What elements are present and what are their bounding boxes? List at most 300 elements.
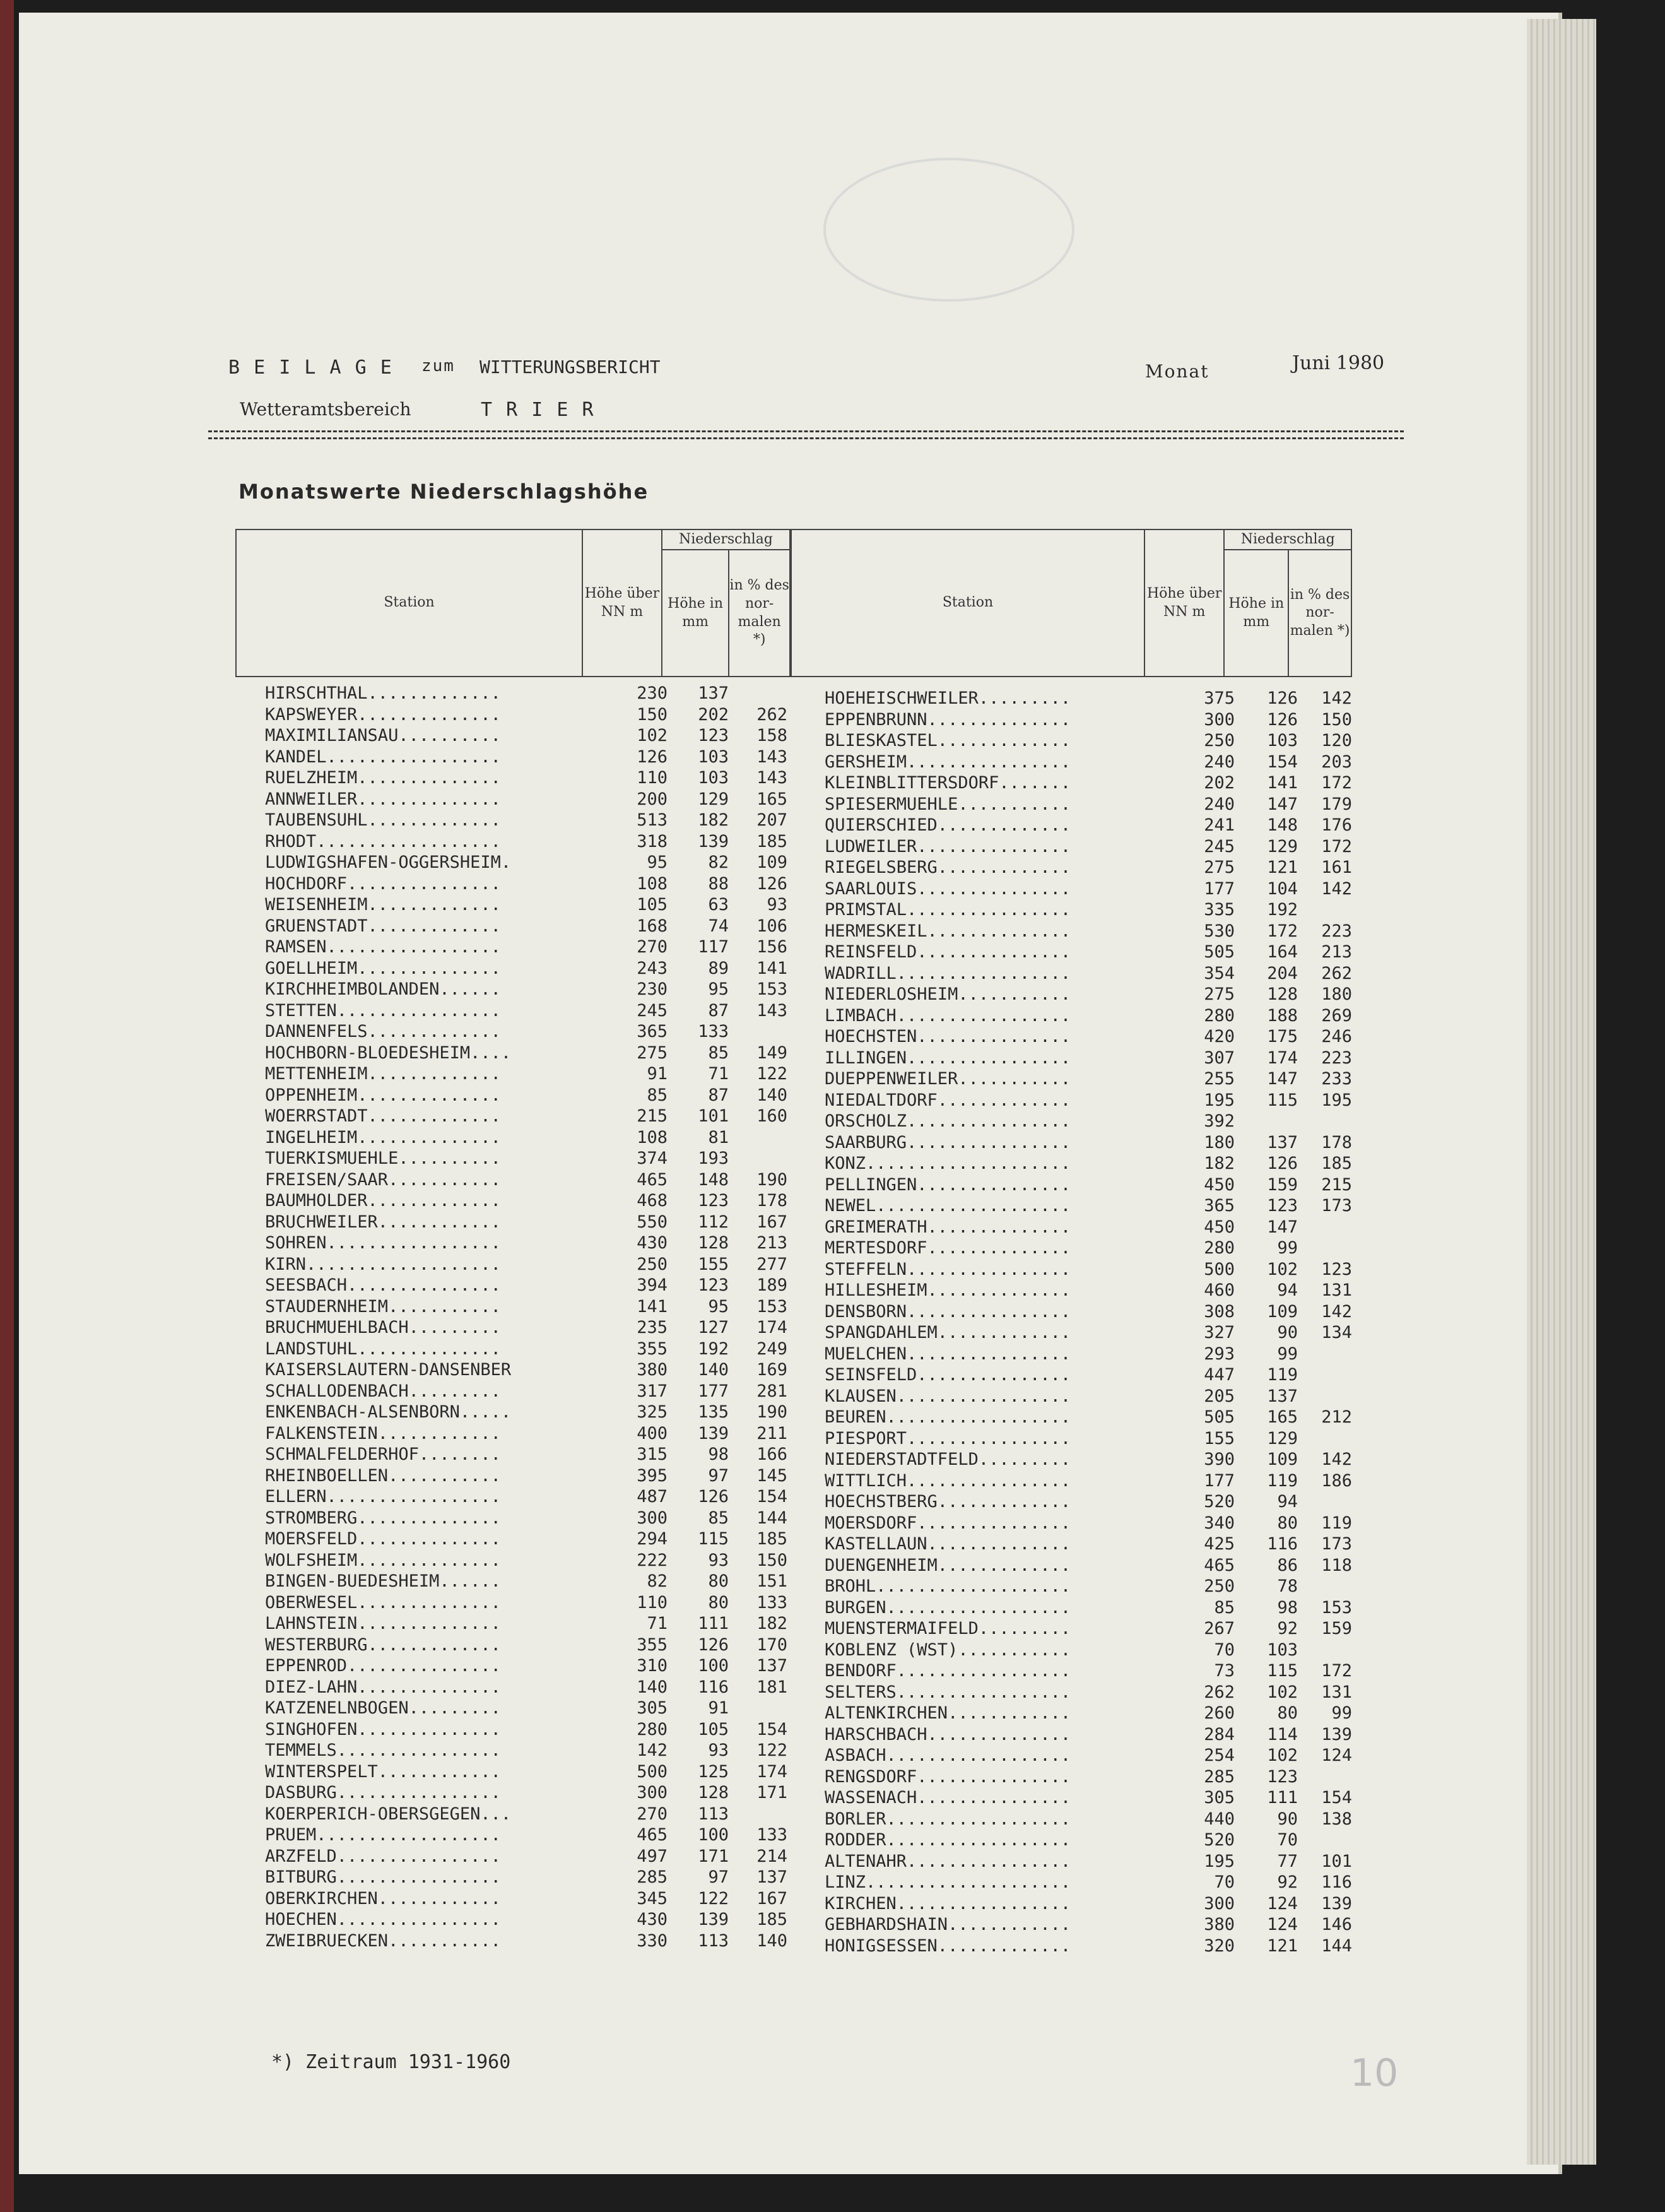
table-row bbox=[825, 1322, 1352, 1344]
precip-percent: 178 bbox=[756, 1191, 787, 1210]
station-height: 354 bbox=[1204, 963, 1235, 983]
precip-percent: 139 bbox=[1321, 1893, 1352, 1913]
table-row bbox=[825, 1830, 1348, 1851]
station-height: 380 bbox=[637, 1360, 668, 1380]
faded-stamp bbox=[823, 158, 1074, 302]
station-height: 195 bbox=[1204, 1090, 1235, 1110]
precip-percent: 145 bbox=[756, 1465, 787, 1486]
station-height: 355 bbox=[637, 1635, 668, 1655]
table-row bbox=[825, 942, 1352, 963]
station-name: KIRN................... bbox=[265, 1254, 501, 1274]
precip-mm: 129 bbox=[1267, 1428, 1298, 1448]
precip-mm: 129 bbox=[698, 789, 729, 809]
table-row bbox=[265, 1635, 795, 1656]
table-row bbox=[825, 1344, 1348, 1365]
precip-percent: 185 bbox=[756, 1529, 787, 1549]
precip-percent: 211 bbox=[756, 1423, 787, 1443]
station-height: 365 bbox=[637, 1022, 668, 1041]
station-name: EPPENROD............... bbox=[265, 1656, 501, 1676]
table-row bbox=[265, 1190, 795, 1212]
table-row bbox=[265, 937, 795, 958]
precip-percent: 131 bbox=[1321, 1682, 1352, 1702]
station-name: QUIERSCHIED............. bbox=[825, 815, 1071, 835]
month-label: Monat bbox=[1145, 361, 1209, 382]
station-name: DASBURG................ bbox=[265, 1783, 501, 1802]
precip-mm: 109 bbox=[1267, 1450, 1298, 1469]
precip-percent: 137 bbox=[756, 1656, 787, 1676]
precip-mm: 137 bbox=[1267, 1132, 1298, 1152]
station-name: KIRCHHEIMBOLANDEN...... bbox=[265, 979, 501, 999]
precip-mm: 137 bbox=[1267, 1386, 1298, 1406]
precip-mm: 148 bbox=[1267, 815, 1298, 835]
mm-header: Höhe in mm bbox=[662, 550, 729, 677]
table-row bbox=[265, 747, 795, 768]
station-height: 260 bbox=[1204, 1703, 1235, 1723]
station-name: DANNENFELS............. bbox=[265, 1022, 501, 1041]
table-row bbox=[265, 1444, 795, 1465]
table-row bbox=[265, 1043, 795, 1064]
precip-mm: 100 bbox=[698, 1656, 729, 1676]
precip-percent: 131 bbox=[1321, 1280, 1352, 1300]
precip-mm: 126 bbox=[1267, 709, 1298, 730]
precip-percent: 134 bbox=[1321, 1323, 1352, 1342]
station-name: SEESBACH............... bbox=[265, 1275, 501, 1295]
table-row bbox=[265, 1000, 795, 1022]
table-row bbox=[825, 1217, 1348, 1238]
table-row bbox=[825, 899, 1348, 921]
precip-mm: 63 bbox=[708, 895, 729, 914]
precip-percent: 223 bbox=[1321, 1048, 1352, 1068]
precip-mm: 139 bbox=[698, 831, 729, 851]
station-height: 530 bbox=[1204, 921, 1235, 941]
table-row bbox=[265, 916, 795, 937]
precip-mm: 115 bbox=[698, 1529, 729, 1549]
table-row bbox=[825, 1259, 1352, 1280]
station-name: RAMSEN................. bbox=[265, 937, 501, 957]
section-title: Monatswerte Niederschlagshöhe bbox=[238, 480, 649, 504]
station-name: BAUMHOLDER............. bbox=[265, 1191, 501, 1210]
table-row bbox=[825, 1111, 1348, 1132]
precip-mm: 98 bbox=[708, 1445, 729, 1464]
station-height: 141 bbox=[637, 1296, 668, 1316]
station-name: HOCHBORN-BLOEDESHEIM.... bbox=[265, 1043, 512, 1063]
pct-header: in % des nor- malen *) bbox=[729, 550, 790, 677]
precip-mm: 117 bbox=[698, 937, 729, 957]
station-height: 318 bbox=[637, 831, 668, 851]
precip-percent: 122 bbox=[756, 1064, 787, 1084]
precip-percent: 119 bbox=[1321, 1513, 1352, 1533]
precip-mm: 70 bbox=[1277, 1830, 1298, 1850]
table-row bbox=[825, 1090, 1352, 1111]
station-height: 230 bbox=[637, 979, 668, 999]
precip-percent: 106 bbox=[756, 916, 787, 936]
table-row bbox=[265, 1339, 795, 1360]
station-height: 550 bbox=[637, 1212, 668, 1232]
precip-percent: 203 bbox=[1321, 752, 1352, 772]
precip-mm: 172 bbox=[1267, 921, 1298, 941]
station-height: 85 bbox=[647, 1085, 668, 1105]
precip-mm: 92 bbox=[1277, 1872, 1298, 1892]
station-height: 325 bbox=[637, 1402, 668, 1422]
table-row bbox=[265, 1719, 795, 1741]
precip-mm: 94 bbox=[1277, 1492, 1298, 1511]
precip-mm: 133 bbox=[698, 1022, 729, 1041]
precip-mm: 165 bbox=[1267, 1407, 1298, 1427]
precip-percent: 215 bbox=[1321, 1174, 1352, 1195]
precip-percent: 116 bbox=[1321, 1872, 1352, 1892]
station-height: 275 bbox=[637, 1043, 668, 1063]
station-name: SAARBURG................ bbox=[825, 1132, 1071, 1152]
table-row bbox=[825, 1914, 1352, 1936]
station-height: 394 bbox=[637, 1275, 668, 1295]
table-row bbox=[825, 1449, 1352, 1470]
station-height: 307 bbox=[1204, 1048, 1235, 1068]
station-height: 365 bbox=[1204, 1196, 1235, 1215]
precip-mm: 139 bbox=[698, 1423, 729, 1443]
station-height: 450 bbox=[1204, 1174, 1235, 1195]
station-name: WASSENACH............... bbox=[825, 1788, 1071, 1807]
station-height: 340 bbox=[1204, 1513, 1235, 1533]
precip-percent: 165 bbox=[756, 789, 787, 809]
station-height: 465 bbox=[637, 1825, 668, 1845]
precip-mm: 102 bbox=[1267, 1746, 1298, 1765]
precip-percent: 101 bbox=[1321, 1851, 1352, 1871]
precip-mm: 78 bbox=[1277, 1576, 1298, 1596]
precip-mm: 124 bbox=[1267, 1915, 1298, 1934]
precip-percent: 169 bbox=[756, 1360, 787, 1380]
station-name: PRIMSTAL................ bbox=[825, 900, 1071, 920]
table-row bbox=[825, 1048, 1352, 1069]
station-name: INGELHEIM.............. bbox=[265, 1127, 501, 1147]
station-name: ALTENKIRCHEN............ bbox=[825, 1703, 1071, 1723]
precip-mm: 85 bbox=[708, 1508, 729, 1528]
precip-percent: 172 bbox=[1321, 836, 1352, 856]
precip-percent: 142 bbox=[1321, 1450, 1352, 1469]
pct-header: in % des nor- malen *) bbox=[1288, 550, 1351, 677]
precip-mm: 89 bbox=[708, 958, 729, 978]
height-header: Höhe über NN m bbox=[1144, 529, 1224, 677]
station-name: LINZ.................... bbox=[825, 1872, 1071, 1892]
station-name: TAUBENSUHL............. bbox=[265, 810, 501, 830]
station-name: KONZ.................... bbox=[825, 1154, 1071, 1173]
precip-mm: 123 bbox=[1267, 1196, 1298, 1215]
precip-mm: 126 bbox=[1267, 689, 1298, 708]
precip-percent: 167 bbox=[756, 1212, 787, 1232]
table-row bbox=[265, 1148, 795, 1169]
precip-percent: 154 bbox=[1321, 1788, 1352, 1807]
station-height: 465 bbox=[637, 1169, 668, 1190]
precip-percent: 142 bbox=[1321, 689, 1352, 708]
station-name: SELTERS................. bbox=[825, 1682, 1071, 1702]
station-name: SAARLOUIS............... bbox=[825, 878, 1071, 899]
precip-percent: 174 bbox=[756, 1318, 787, 1337]
station-name: BLIESKASTEL............. bbox=[825, 731, 1071, 750]
precip-mm: 204 bbox=[1267, 963, 1298, 983]
station-height: 345 bbox=[637, 1888, 668, 1908]
station-height: 285 bbox=[637, 1867, 668, 1887]
station-height: 430 bbox=[637, 1910, 668, 1929]
station-height: 280 bbox=[637, 1719, 668, 1739]
precip-percent: 173 bbox=[1321, 1534, 1352, 1554]
precip-percent: 186 bbox=[1321, 1470, 1352, 1491]
station-name: FREISEN/SAAR........... bbox=[265, 1169, 501, 1190]
table-row bbox=[265, 873, 795, 895]
table-row bbox=[265, 894, 795, 916]
height-header: Höhe über NN m bbox=[582, 529, 662, 677]
station-height: 465 bbox=[1204, 1555, 1235, 1575]
table-header-right bbox=[791, 529, 1352, 677]
precip-percent: 133 bbox=[756, 1592, 787, 1612]
station-height: 520 bbox=[1204, 1492, 1235, 1511]
precip-percent: 138 bbox=[1321, 1809, 1352, 1829]
precip-percent: 159 bbox=[1321, 1619, 1352, 1638]
precip-mm: 123 bbox=[698, 1275, 729, 1295]
station-name: BROHL................... bbox=[825, 1576, 1071, 1596]
station-height: 294 bbox=[637, 1529, 668, 1549]
table-row bbox=[265, 1296, 795, 1318]
precip-percent: 146 bbox=[1321, 1915, 1352, 1934]
station-name: KLAUSEN................. bbox=[825, 1386, 1071, 1406]
station-name: FALKENSTEIN............ bbox=[265, 1423, 501, 1443]
station-height: 390 bbox=[1204, 1450, 1235, 1469]
station-name: DENSBORN................ bbox=[825, 1301, 1071, 1322]
precip-mm: 101 bbox=[698, 1106, 729, 1126]
station-height: 200 bbox=[637, 789, 668, 809]
table-row bbox=[265, 1677, 795, 1698]
precip-mm: 126 bbox=[698, 1635, 729, 1655]
precip-percent: 185 bbox=[1321, 1154, 1352, 1173]
precip-mm: 115 bbox=[1267, 1661, 1298, 1681]
precip-mm: 93 bbox=[708, 1550, 729, 1570]
station-height: 355 bbox=[637, 1339, 668, 1359]
precip-mm: 137 bbox=[698, 683, 729, 703]
precip-mm: 95 bbox=[708, 979, 729, 999]
station-name: SPANGDAHLEM............. bbox=[825, 1323, 1071, 1342]
table-row bbox=[825, 1005, 1352, 1027]
precip-mm: 77 bbox=[1277, 1851, 1298, 1871]
station-height: 300 bbox=[1204, 1893, 1235, 1913]
precip-percent: 190 bbox=[756, 1169, 787, 1190]
precip-percent: 189 bbox=[756, 1275, 787, 1295]
precip-percent: 126 bbox=[756, 873, 787, 894]
table-row bbox=[825, 1491, 1348, 1513]
station-height: 447 bbox=[1204, 1365, 1235, 1385]
precip-percent: 281 bbox=[756, 1381, 787, 1401]
table-row bbox=[265, 1592, 795, 1614]
table-row bbox=[825, 1809, 1352, 1830]
table-row bbox=[265, 725, 795, 747]
table-row bbox=[265, 1423, 795, 1445]
station-height: 150 bbox=[637, 704, 668, 725]
precip-mm: 112 bbox=[698, 1212, 729, 1232]
table-row bbox=[825, 878, 1352, 900]
precip-mm: 90 bbox=[1277, 1323, 1298, 1342]
header-rule bbox=[208, 430, 1404, 439]
table-row bbox=[825, 1386, 1348, 1407]
precip-mm: 102 bbox=[1267, 1682, 1298, 1702]
table-row bbox=[265, 1359, 795, 1381]
table-row bbox=[265, 1106, 795, 1127]
table-row bbox=[825, 1787, 1352, 1809]
station-height: 267 bbox=[1204, 1619, 1235, 1638]
station-name: STEFFELN................ bbox=[825, 1259, 1071, 1279]
precip-mm: 164 bbox=[1267, 942, 1298, 962]
station-name: KANDEL................. bbox=[265, 747, 501, 767]
station-name: DUEPPENWEILER........... bbox=[825, 1069, 1071, 1089]
table-row bbox=[265, 1550, 795, 1571]
table-row bbox=[825, 752, 1352, 773]
precip-percent: 269 bbox=[1321, 1005, 1352, 1026]
station-name: KATZENELNBOGEN......... bbox=[265, 1698, 501, 1718]
station-name: GEBHARDSHAIN............ bbox=[825, 1915, 1071, 1934]
precip-mm: 98 bbox=[1277, 1597, 1298, 1618]
precip-percent: 173 bbox=[1321, 1196, 1352, 1215]
table-row bbox=[825, 1766, 1348, 1788]
precip-mm: 140 bbox=[698, 1360, 729, 1380]
precip-percent: 182 bbox=[756, 1614, 787, 1633]
station-name: BRUCHWEILER............ bbox=[265, 1212, 501, 1232]
precip-mm: 94 bbox=[1277, 1280, 1298, 1300]
precip-mm: 113 bbox=[698, 1931, 729, 1951]
precip-percent: 262 bbox=[756, 704, 787, 725]
station-height: 215 bbox=[637, 1106, 668, 1126]
table-row bbox=[265, 810, 795, 831]
station-height: 300 bbox=[637, 1783, 668, 1802]
table-row bbox=[825, 1470, 1352, 1492]
precip-mm: 123 bbox=[1267, 1766, 1298, 1787]
precip-mm: 91 bbox=[708, 1698, 729, 1718]
precip-percent: 213 bbox=[756, 1233, 787, 1253]
precip-percent: 142 bbox=[1321, 1301, 1352, 1322]
station-height: 420 bbox=[1204, 1027, 1235, 1046]
precip-percent: 249 bbox=[756, 1339, 787, 1359]
precip-mm: 80 bbox=[708, 1571, 729, 1591]
precip-percent: 195 bbox=[1321, 1090, 1352, 1110]
station-name: BENDORF................. bbox=[825, 1661, 1071, 1681]
station-name: ALTENAHR................ bbox=[825, 1851, 1071, 1871]
precip-mm: 127 bbox=[698, 1318, 729, 1337]
station-height: 300 bbox=[637, 1508, 668, 1528]
station-name: HARSCHBACH.............. bbox=[825, 1724, 1071, 1744]
area-value: T R I E R bbox=[481, 399, 595, 421]
station-name: KASTELLAUN.............. bbox=[825, 1534, 1071, 1554]
station-name: KAPSWEYER.............. bbox=[265, 704, 501, 725]
table-row bbox=[825, 772, 1352, 794]
station-height: 254 bbox=[1204, 1746, 1235, 1765]
table-row bbox=[825, 1555, 1352, 1576]
station-name: NIEDALTDORF............. bbox=[825, 1090, 1071, 1110]
page-number: 10 bbox=[1350, 2051, 1399, 2095]
table-row bbox=[825, 1407, 1352, 1428]
station-height: 280 bbox=[1204, 1005, 1235, 1026]
station-name: MERTESDORF.............. bbox=[825, 1238, 1071, 1258]
precip-mm: 122 bbox=[698, 1888, 729, 1908]
precip-percent: 277 bbox=[756, 1254, 787, 1274]
precip-percent: 213 bbox=[1321, 942, 1352, 962]
station-name: ZWEIBRUECKEN........... bbox=[265, 1931, 501, 1951]
station-name: KAISERSLAUTERN-DANSENBER bbox=[265, 1360, 512, 1380]
book-spine bbox=[0, 0, 14, 2212]
station-height: 317 bbox=[637, 1381, 668, 1401]
table-row bbox=[265, 1486, 795, 1508]
station-height: 240 bbox=[1204, 794, 1235, 814]
precip-mm: 103 bbox=[1267, 731, 1298, 750]
station-height: 71 bbox=[647, 1614, 668, 1633]
station-height: 95 bbox=[647, 853, 668, 872]
precip-percent: 133 bbox=[756, 1825, 787, 1845]
precip-mm: 175 bbox=[1267, 1027, 1298, 1046]
station-name: HILLESHEIM.............. bbox=[825, 1280, 1071, 1300]
precip-percent: 176 bbox=[1321, 815, 1352, 835]
table-row bbox=[265, 1613, 795, 1635]
precip-mm: 99 bbox=[1277, 1344, 1298, 1364]
precip-percent: 99 bbox=[1331, 1703, 1352, 1723]
precip-percent: 143 bbox=[756, 1000, 787, 1020]
station-name: NIEDERSTADTFELD......... bbox=[825, 1450, 1071, 1469]
table-row bbox=[825, 1153, 1352, 1174]
station-name: REINSFELD............... bbox=[825, 942, 1071, 962]
table-row bbox=[265, 1825, 795, 1846]
station-height: 250 bbox=[637, 1254, 668, 1274]
station-height: 235 bbox=[637, 1318, 668, 1337]
precip-percent: 233 bbox=[1321, 1069, 1352, 1089]
station-height: 395 bbox=[637, 1465, 668, 1486]
station-name: NIEDERLOSHEIM........... bbox=[825, 985, 1071, 1004]
precip-percent: 212 bbox=[1321, 1407, 1352, 1427]
station-height: 450 bbox=[1204, 1217, 1235, 1237]
station-height: 310 bbox=[637, 1656, 668, 1676]
mm-header: Höhe in mm bbox=[1224, 550, 1288, 677]
precip-percent: 156 bbox=[756, 937, 787, 957]
table-row bbox=[825, 1745, 1352, 1766]
station-name: BITBURG................ bbox=[265, 1867, 501, 1887]
station-name: ILLINGEN................ bbox=[825, 1048, 1071, 1068]
precip-percent: 158 bbox=[756, 726, 787, 745]
station-height: 110 bbox=[637, 768, 668, 788]
precip-percent: 167 bbox=[756, 1888, 787, 1908]
station-list-right bbox=[825, 688, 1352, 1956]
table-row bbox=[825, 857, 1352, 878]
precip-percent: 140 bbox=[756, 1085, 787, 1105]
precip-mm: 74 bbox=[708, 916, 729, 936]
table-row bbox=[265, 1085, 795, 1106]
table-row bbox=[265, 1846, 795, 1867]
table-row bbox=[265, 1169, 795, 1191]
station-name: SOHREN................. bbox=[265, 1233, 501, 1253]
table-row bbox=[825, 1703, 1352, 1724]
precip-mm: 128 bbox=[1267, 985, 1298, 1004]
station-height: 520 bbox=[1204, 1830, 1235, 1850]
precip-mm: 128 bbox=[698, 1783, 729, 1802]
station-name: OBERKIRCHEN............ bbox=[265, 1888, 501, 1908]
station-name: HOECHSTEN............... bbox=[825, 1027, 1071, 1046]
precip-mm: 119 bbox=[1267, 1470, 1298, 1491]
station-height: 500 bbox=[1204, 1259, 1235, 1279]
station-name: RENGSDORF............... bbox=[825, 1766, 1071, 1787]
station-name: DIEZ-LAHN.............. bbox=[265, 1677, 501, 1697]
station-name: WINTERSPELT............ bbox=[265, 1761, 501, 1782]
precip-mm: 85 bbox=[708, 1043, 729, 1063]
precip-percent: 185 bbox=[756, 831, 787, 851]
table-row bbox=[825, 1872, 1352, 1893]
precip-percent: 150 bbox=[1321, 709, 1352, 730]
station-name: MUENSTERMAIFELD......... bbox=[825, 1619, 1071, 1638]
precip-mm: 141 bbox=[1267, 773, 1298, 793]
table-row bbox=[265, 1867, 795, 1888]
precip-mm: 147 bbox=[1267, 794, 1298, 814]
table-row bbox=[825, 688, 1352, 709]
precip-percent: 180 bbox=[1321, 985, 1352, 1004]
